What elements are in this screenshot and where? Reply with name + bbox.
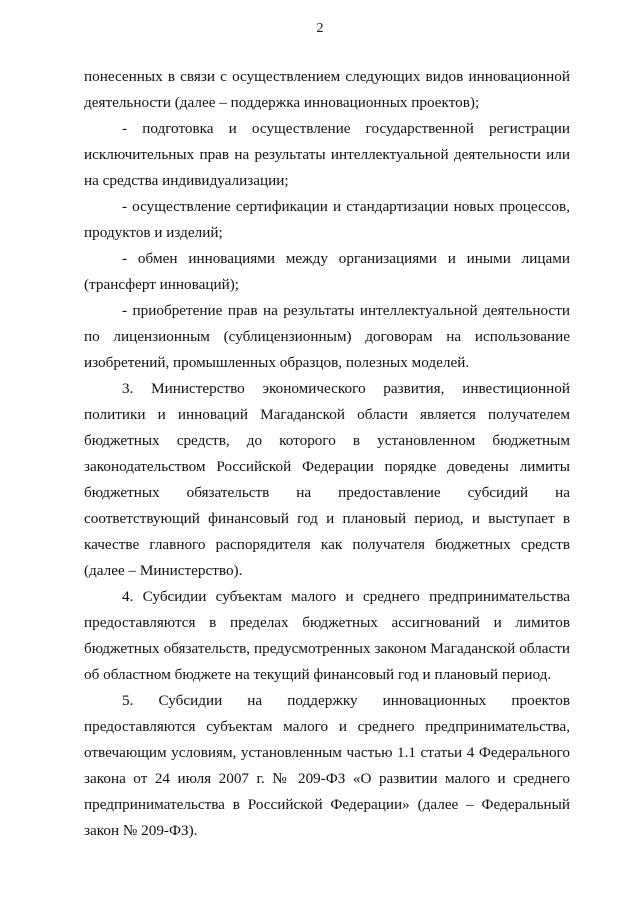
paragraph-clause-5: 5. Субсидии на поддержку инновационных проектов предоставляются субъектам малого и среднего предпринимательства, отвечающим условиям, установленным частью 1.1 статьи 4 Федерального закона от 24 июля 2007 г. № 209-ФЗ «О развитии малого и среднего предпринимательства в Российской Федерации» (далее – Федеральный закон № 209-ФЗ). <box>84 692 570 839</box>
document-body <box>84 64 570 844</box>
paragraph-list-item: - обмен инновациями между организациями и иными лицами (трансферт инноваций); <box>84 250 570 293</box>
paragraph-clause-4: 4. Субсидии субъектам малого и среднего предпринимательства предоставляются в пределах бюджетных ассигнований и лимитов бюджетных обязательств, предусмотренных законом Магаданской области об областном бюджете на текущий финансовый год и плановый период. <box>84 588 570 683</box>
paragraph-list-item: - приобретение прав на результаты интеллектуальной деятельности по лицензионным (сублицензионным) договорам на использование изобретений, промышленных образцов, полезных моделей. <box>84 302 570 371</box>
paragraph-list-item: - осуществление сертификации и стандартизации новых процессов, продуктов и изделий; <box>84 198 570 241</box>
paragraph-continuation: понесенных в связи с осуществлением следующих видов инновационной деятельности (далее – поддержка инновационных проектов); <box>84 68 570 111</box>
page-number: 2 <box>316 21 324 36</box>
paragraph-list-item: - подготовка и осуществление государственной регистрации исключительных прав на результаты интеллектуальной деятельности или на средства индивидуализации; <box>84 120 570 189</box>
paragraph-clause-3: 3. Министерство экономического развития, инвестиционной политики и инноваций Магаданской области является получателем бюджетных средств, до которого в установленном бюджетным законодательством Российской Федерации порядке доведены лимиты бюджетных обязательств на предоставление субсидий на соответствующий финансовый год и плановый период, и выступает в качестве главного распорядителя как получателя бюджетных средств (далее – Министерство). <box>84 380 570 579</box>
